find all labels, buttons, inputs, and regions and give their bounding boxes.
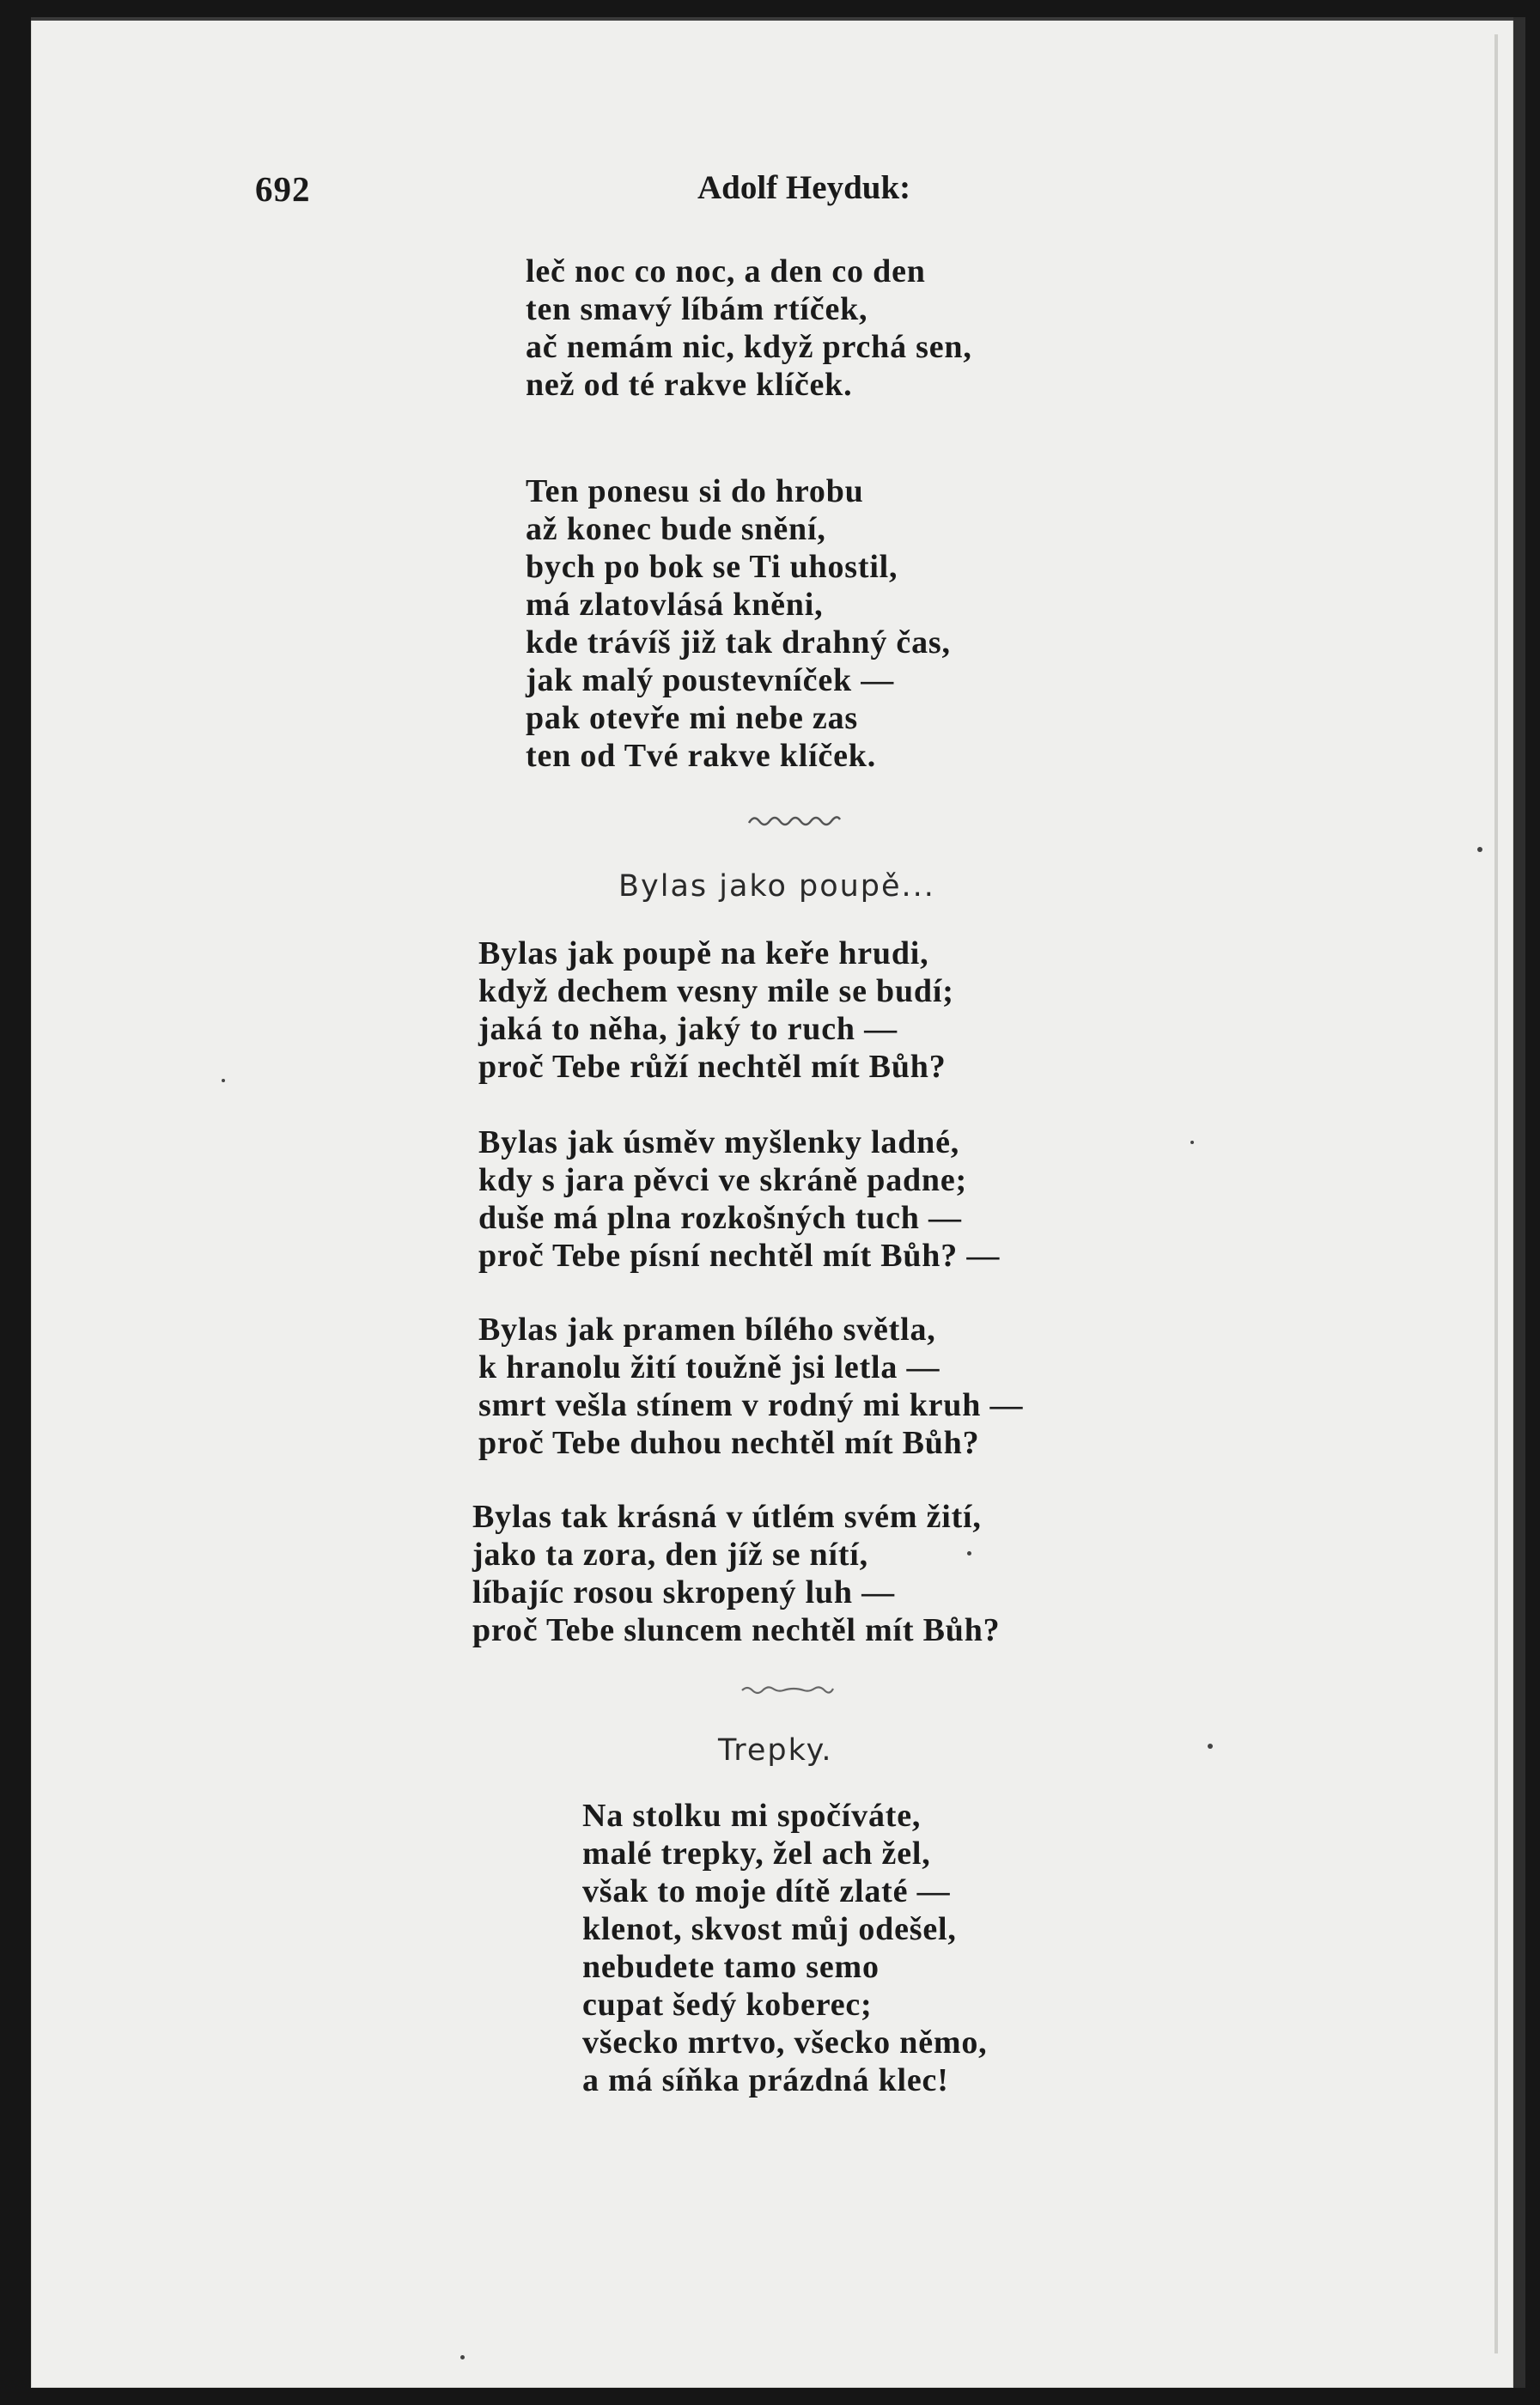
- page-number: 692: [255, 169, 311, 209]
- verse-line: proč Tebe duhou nechtěl mít Bůh?: [478, 1425, 980, 1461]
- verse-line: ač nemám nic, když prchá sen,: [526, 329, 972, 365]
- verse-line: Na stolku mi spočíváte,: [582, 1798, 922, 1834]
- verse-line: Bylas jak pramen bílého světla,: [478, 1312, 936, 1348]
- running-head-author: Adolf Heyduk:: [697, 169, 911, 206]
- poem1-stanza-1: [526, 253, 972, 404]
- poem2-stanza-3: [478, 1311, 1023, 1462]
- verse-line: všecko mrtvo, všecko němo,: [582, 2024, 988, 2061]
- verse-line: malé trepky, žel ach žel,: [582, 1836, 931, 1872]
- verse-line: kdy s jara pěvci ve skráně padne;: [478, 1162, 967, 1198]
- scan-speck: [1190, 1141, 1194, 1144]
- poem-title-bylas: Bylas jako poupě...: [618, 869, 935, 904]
- poem-title-trepky: Trepky.: [718, 1733, 833, 1768]
- verse-line: když dechem vesny mile se budí;: [478, 973, 954, 1009]
- wavy-ornament: [740, 1680, 835, 1699]
- verse-line: leč noc co noc, a den co den: [526, 253, 926, 289]
- verse-line: až konec bude snění,: [526, 511, 826, 547]
- poem2-stanza-1: [478, 935, 954, 1086]
- verse-line: jak malý poustevníček —: [526, 662, 895, 698]
- verse-line: proč Tebe písní nechtěl mít Bůh? —: [478, 1238, 1001, 1274]
- verse-line: má zlatovlásá kněni,: [526, 587, 824, 623]
- verse-line: ten smavý líbám rtíček,: [526, 291, 868, 327]
- scan-speck: [967, 1551, 971, 1556]
- verse-line: Ten ponesu si do hrobu: [526, 473, 864, 509]
- page-edge-shadow: [1494, 34, 1498, 2353]
- scan-speck: [222, 1079, 225, 1082]
- verse-line: k hranolu žití toužně jsi letla —: [478, 1349, 940, 1385]
- verse-line: proč Tebe sluncem nechtěl mít Bůh?: [472, 1612, 1001, 1648]
- scan-right-edge: [1513, 17, 1525, 2388]
- wavy-ornament: [747, 811, 842, 830]
- verse-line: kde trávíš již tak drahný čas,: [526, 624, 951, 661]
- scan-speck: [1208, 1744, 1213, 1749]
- poem1-stanza-2: [526, 472, 951, 775]
- scan-speck: [460, 2355, 465, 2359]
- verse-line: líbajíc rosou skropený luh —: [472, 1574, 895, 1610]
- poem2-stanza-2: [478, 1123, 1000, 1275]
- scan-speck: [1477, 847, 1482, 852]
- verse-line: proč Tebe růží nechtěl mít Bůh?: [478, 1049, 947, 1085]
- verse-line: Bylas tak krásná v útlém svém žití,: [472, 1499, 982, 1535]
- poem2-stanza-4: [472, 1498, 1000, 1649]
- verse-line: Bylas jak poupě na keře hrudi,: [478, 935, 929, 971]
- verse-line: jako ta zora, den jíž se nítí,: [472, 1537, 868, 1573]
- verse-line: nebudete tamo semo: [582, 1949, 880, 1985]
- scan-top-edge: [31, 17, 1513, 21]
- verse-line: a má síňka prázdná klec!: [582, 2062, 949, 2098]
- verse-line: však to moje dítě zlaté —: [582, 1873, 951, 1909]
- verse-line: jaká to něha, jaký to ruch —: [478, 1011, 898, 1047]
- verse-line: bych po bok se Ti uhostil,: [526, 549, 898, 585]
- verse-line: ten od Tvé rakve klíček.: [526, 738, 876, 774]
- verse-line: smrt vešla stínem v rodný mi kruh —: [478, 1387, 1024, 1423]
- verse-line: než od té rakve klíček.: [526, 367, 853, 403]
- verse-line: pak otevře mi nebe zas: [526, 700, 858, 736]
- verse-line: Bylas jak úsměv myšlenky ladné,: [478, 1124, 960, 1160]
- poem3-stanza-1: [582, 1797, 987, 2099]
- verse-line: duše má plna rozkošných tuch —: [478, 1200, 962, 1236]
- verse-line: klenot, skvost můj odešel,: [582, 1911, 957, 1947]
- verse-line: cupat šedý koberec;: [582, 1987, 873, 2023]
